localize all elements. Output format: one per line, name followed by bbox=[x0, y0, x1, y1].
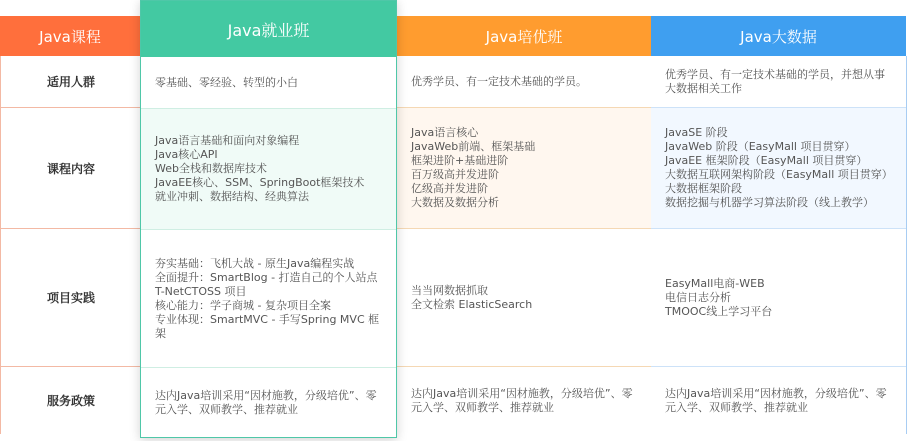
row-label-content: 课程内容 bbox=[1, 108, 141, 229]
list-item: 框架进阶+基础进阶 bbox=[411, 154, 509, 167]
bigdata-policy-cell bbox=[651, 367, 906, 434]
bigdata-target-cell bbox=[651, 56, 906, 108]
list-item: TMOOC线上学习平台 bbox=[665, 304, 773, 318]
list-item: 百万级高并发进阶 bbox=[411, 168, 499, 181]
header-java-advanced[interactable]: Java培优班 bbox=[397, 16, 651, 56]
advanced-practice-cell bbox=[397, 229, 651, 367]
list-item: 亿级高并发进阶 bbox=[411, 182, 488, 195]
advanced-policy-text: 达内Java培训采用“因材施教，分级培优”、零元入学、双师教学、推荐就业 bbox=[411, 386, 633, 414]
list-item: 大数据框架阶段 bbox=[665, 182, 742, 195]
list-item: 电信日志分析 bbox=[665, 290, 731, 304]
list-item: JavaWeb前端、框架基础 bbox=[411, 140, 536, 153]
list-item: JavaSE 阶段 bbox=[665, 126, 728, 139]
header-course: Java课程 bbox=[0, 16, 140, 56]
list-item: Java核心API bbox=[155, 148, 218, 161]
bigdata-target-text: 优秀学员、有一定技术基础的学员，并想从事大数据相关工作 bbox=[665, 67, 885, 95]
header-java-bigdata[interactable]: Java大数据 bbox=[651, 16, 906, 56]
job-target-text: 零基础、零经验、转型的小白 bbox=[155, 75, 298, 89]
java-advanced-column bbox=[397, 56, 652, 434]
list-item: 大数据及数据分析 bbox=[411, 196, 499, 209]
bigdata-content-cell bbox=[651, 108, 906, 229]
row-label-target: 适用人群 bbox=[1, 56, 141, 108]
list-item: Java语言基础和面向对象编程 bbox=[155, 134, 300, 147]
bigdata-policy-text: 达内Java培训采用“因材施教，分级培优”、零元入学、双师教学、推荐就业 bbox=[665, 386, 887, 414]
row-label-practice: 项目实践 bbox=[1, 229, 141, 367]
list-item: 大数据互联网架构阶段（EasyMall 项目贯穿） bbox=[665, 168, 893, 181]
row-label-policy: 服务政策 bbox=[46, 394, 95, 408]
bigdata-practice-cell bbox=[651, 229, 906, 367]
list-item: 核心能力：学子商城 - 复杂项目全案 bbox=[155, 298, 331, 312]
java-job-column-highlight bbox=[140, 0, 397, 438]
list-item: 就业冲刺、数据结构、经典算法 bbox=[155, 190, 309, 203]
advanced-policy-cell bbox=[397, 367, 651, 434]
advanced-target-text: 优秀学员、有一定技术基础的学员。 bbox=[411, 74, 587, 88]
list-item: JavaEE核心、SSM、SpringBoot框架技术 bbox=[155, 176, 365, 189]
comparison-grid bbox=[0, 16, 910, 434]
list-item: JavaWeb 阶段（EasyMall 项目贯穿） bbox=[665, 140, 856, 153]
job-practice-cell bbox=[141, 230, 396, 368]
list-item: Web全栈和数据库技术 bbox=[155, 162, 267, 175]
list-item: Java语言核心 bbox=[411, 126, 479, 139]
list-item: 数据挖掘与机器学习算法阶段（线上教学） bbox=[665, 196, 874, 209]
row-labels-column bbox=[0, 56, 142, 434]
list-item: EasyMall电商-WEB bbox=[665, 276, 765, 290]
job-policy-text: 达内Java培训采用“因材施教，分级培优”、零元入学、双师教学、推荐就业 bbox=[155, 388, 377, 416]
list-item: T-NetCTOSS 项目 bbox=[155, 284, 247, 298]
list-item: 全文检索 ElasticSearch bbox=[411, 297, 533, 311]
java-job-body bbox=[141, 57, 396, 437]
list-item: JavaEE 框架阶段（EasyMall 项目贯穿） bbox=[665, 154, 868, 167]
java-bigdata-column bbox=[651, 56, 907, 434]
job-policy-cell bbox=[141, 368, 396, 437]
list-item: 全面提升：SmartBlog - 打造自己的个人站点 bbox=[155, 270, 378, 284]
list-item: 专业体现：SmartMVC - 手写Spring MVC 框架 bbox=[155, 312, 380, 340]
advanced-content-cell bbox=[397, 108, 651, 229]
list-item: 当当网数据抓取 bbox=[411, 283, 488, 297]
advanced-target-cell bbox=[397, 56, 651, 108]
job-content-cell bbox=[141, 109, 396, 230]
list-item: 夯实基础：飞机大战 - 原生Java编程实战 bbox=[155, 256, 355, 270]
job-target-cell bbox=[141, 57, 396, 109]
header-java-job[interactable]: Java就业班 bbox=[141, 1, 396, 57]
